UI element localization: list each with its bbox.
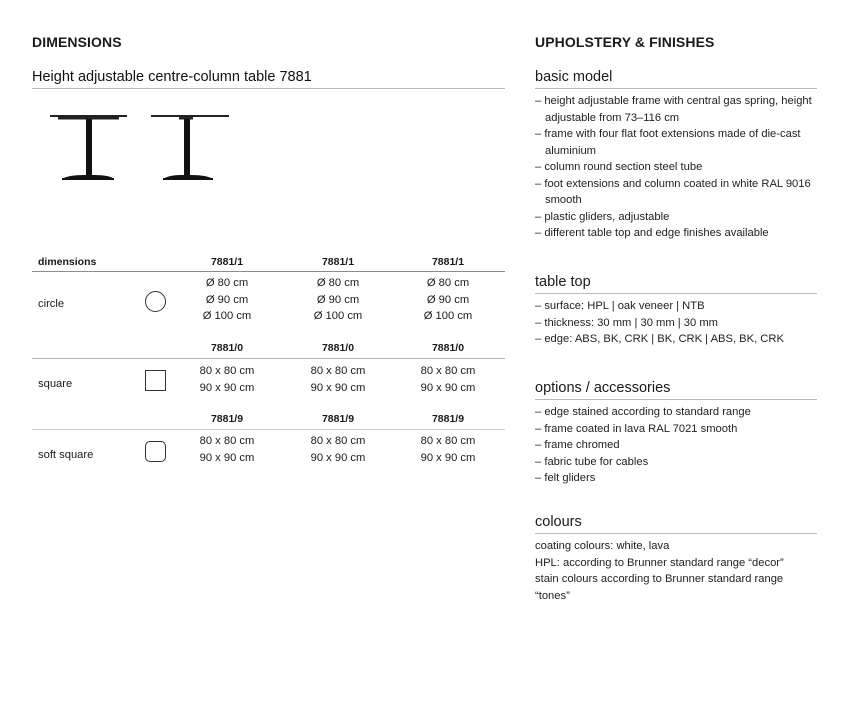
square-values-col3: 80 x 80 cm 90 x 90 cm	[420, 365, 476, 394]
row-separator	[32, 429, 505, 430]
circle-values-col3: Ø 80 cm Ø 90 cm Ø 100 cm	[423, 277, 473, 322]
list-item: – foot extensions and column coated in white RAL 9016 smooth	[535, 177, 811, 206]
code-circle-2: 7881/1	[321, 256, 355, 268]
list-item: – surface: HPL | oak veneer | NTB	[535, 300, 705, 312]
soft-square-label: soft square	[38, 449, 94, 461]
square-shape-icon	[145, 370, 166, 391]
colours-line: stain colours according to Brunner standard range “tones”	[535, 573, 784, 602]
list-item: – frame chromed	[535, 439, 620, 451]
square-values-col2: 80 x 80 cm 90 x 90 cm	[310, 365, 366, 394]
circle-label: circle	[38, 298, 65, 310]
list-item: – height adjustable frame with central gas spring, height adjustable from 73–116 cm	[535, 95, 812, 124]
code-softsquare-1: 7881/9	[210, 413, 244, 425]
colours-text	[535, 538, 817, 604]
table-drawing-side	[151, 115, 229, 180]
code-softsquare-3: 7881/9	[431, 413, 465, 425]
circle-shape-icon	[145, 291, 166, 312]
table-side-view-drawings	[48, 110, 248, 185]
colours-line: coating colours: white, lava	[535, 540, 670, 552]
list-item: – fabric tube for cables	[535, 455, 649, 468]
square-label: square	[38, 378, 73, 390]
row-separator	[32, 358, 505, 359]
softsquare-values-col2: 80 x 80 cm 90 x 90 cm	[310, 435, 366, 464]
softsquare-values-col1: 80 x 80 cm 90 x 90 cm	[199, 435, 255, 464]
list-item: – column round section steel tube	[535, 161, 703, 173]
options-accessories-list	[535, 404, 817, 487]
dimensions-section-title: DIMENSIONS	[32, 34, 122, 50]
product-title: Height adjustable centre-column table 7881	[32, 69, 505, 89]
colours-line: HPL: according to Brunner standard range “decor”	[535, 556, 784, 569]
options-accessories-title: options / accessories	[535, 380, 817, 400]
list-item: – frame coated in lava RAL 7021 smooth	[535, 422, 738, 435]
list-item: – thickness: 30 mm | 30 mm | 30 mm	[535, 316, 718, 329]
code-square-2: 7881/0	[321, 342, 355, 354]
soft-square-shape-icon	[145, 441, 166, 462]
colours-title: colours	[535, 514, 817, 534]
table-top-title: table top	[535, 274, 817, 294]
list-item: – felt gliders	[535, 472, 596, 484]
list-item: – edge stained according to standard range	[535, 406, 751, 418]
circle-values-col2: Ø 80 cm Ø 90 cm Ø 100 cm	[313, 277, 363, 322]
code-square-1: 7881/0	[210, 342, 244, 354]
dimensions-header-label: dimensions	[38, 256, 97, 268]
square-values-col1: 80 x 80 cm 90 x 90 cm	[199, 365, 255, 394]
code-softsquare-2: 7881/9	[321, 413, 355, 425]
basic-model-list	[535, 93, 817, 242]
softsquare-values-col3: 80 x 80 cm 90 x 90 cm	[420, 435, 476, 464]
code-circle-1: 7881/1	[210, 256, 244, 268]
dimensions-table	[32, 253, 505, 464]
table-top-list	[535, 298, 817, 348]
code-circle-3: 7881/1	[431, 256, 465, 268]
list-item: – different table top and edge finishes available	[535, 227, 769, 239]
list-item: – plastic gliders, adjustable	[535, 210, 670, 223]
table-header-row	[32, 253, 505, 272]
list-item: – frame with four flat foot extensions made of die-cast aluminium	[535, 128, 801, 157]
basic-model-title: basic model	[535, 69, 817, 89]
circle-values-col1: Ø 80 cm Ø 90 cm Ø 100 cm	[202, 277, 252, 322]
code-square-3: 7881/0	[431, 342, 465, 354]
list-item: – edge: ABS, BK, CRK | BK, CRK | ABS, BK, CRK	[535, 333, 784, 345]
table-drawing-front	[50, 115, 127, 180]
upholstery-section-title: UPHOLSTERY & FINISHES	[535, 34, 715, 50]
